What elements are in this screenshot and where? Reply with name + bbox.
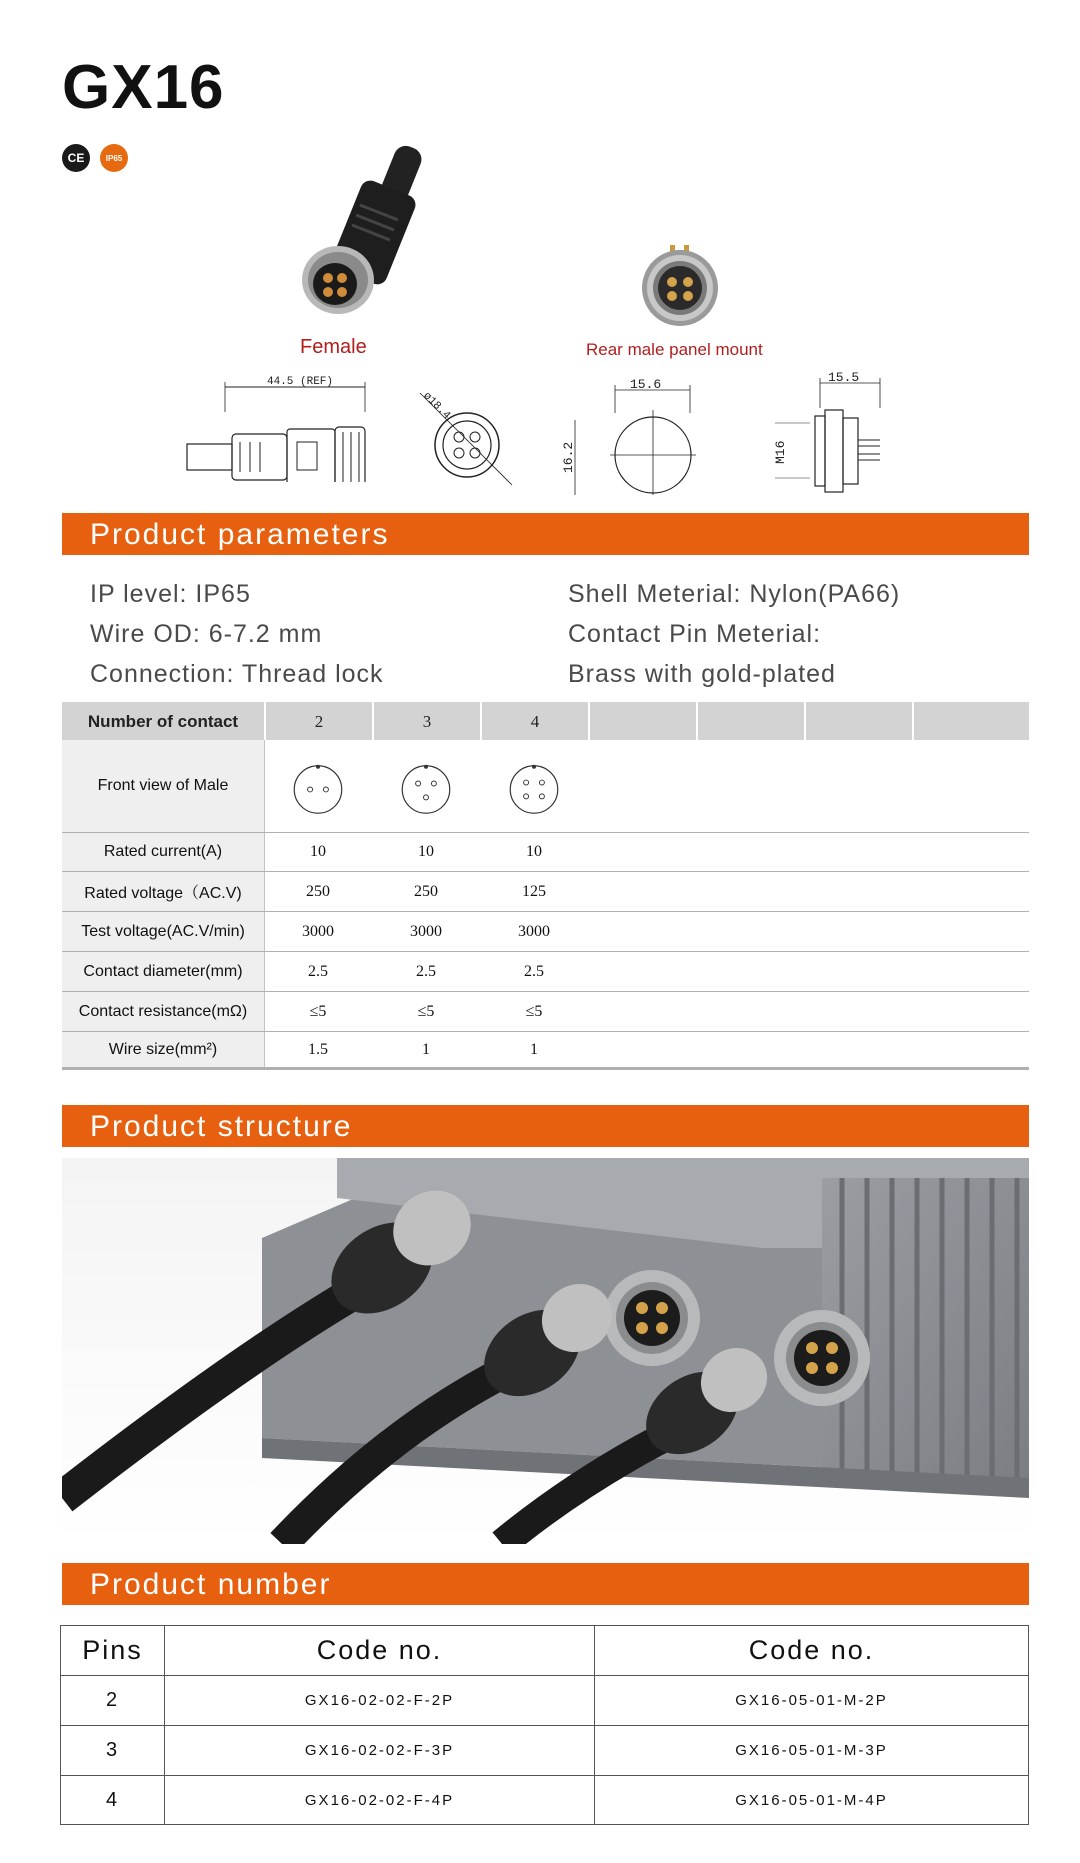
female-side-drawing: [185, 372, 370, 482]
cell-code-female: GX16-02-02-F-2P: [165, 1676, 595, 1725]
header-number-of-contact: Number of contact: [62, 702, 264, 740]
cell-value: 2.5: [416, 962, 436, 980]
male-4pin-front-icon: [480, 740, 588, 832]
ip65-badge-icon: IP65: [100, 144, 128, 172]
table-row: [62, 992, 1029, 1032]
table-row: [62, 912, 1029, 952]
cell-value: 1: [530, 1040, 538, 1058]
cell-code-female: GX16-02-02-F-3P: [165, 1726, 595, 1775]
cell-value: 250: [414, 882, 438, 900]
cell-pins: 3: [61, 1726, 165, 1775]
female-connector-image: [290, 140, 440, 330]
table-row: [61, 1726, 1028, 1776]
male-panel-mount-image: [630, 240, 730, 330]
section-header-structure: Product structure: [62, 1105, 1029, 1147]
header-contact-4: 4: [482, 702, 588, 740]
param-connection: Connection: Thread lock: [90, 660, 384, 688]
spec-table-header: [62, 702, 1029, 740]
cell-value: 3000: [518, 922, 550, 940]
cell-value: 3000: [302, 922, 334, 940]
header-code-male: Code no.: [748, 1635, 875, 1665]
cell-value: 10: [418, 843, 434, 860]
cell-value: 1: [422, 1040, 430, 1058]
cell-value: ≤5: [309, 1002, 327, 1020]
cell-value: 2.5: [524, 962, 544, 980]
side-width-label: 15.5: [828, 370, 860, 385]
header-contact-3: 3: [374, 702, 480, 740]
male-side-drawing: [770, 368, 900, 498]
table-row: [61, 1776, 1028, 1824]
cell-code-female: GX16-02-02-F-4P: [165, 1776, 595, 1824]
cell-value: ≤5: [525, 1002, 543, 1020]
cell-value: 1.5: [308, 1040, 328, 1058]
cell-code-male: GX16-05-01-M-4P: [735, 1791, 888, 1809]
thread-label: M16: [773, 440, 788, 464]
female-face-drawing: [412, 385, 522, 490]
product-number-table: [60, 1625, 1029, 1825]
diameter-dimension-label: ø18.4: [420, 390, 453, 423]
section-header-product-number: Product number: [62, 1563, 1029, 1605]
header-empty-cell: [590, 702, 696, 740]
table-row: [61, 1676, 1028, 1726]
cell-code-male: GX16-05-01-M-2P: [735, 1692, 888, 1709]
male-2pin-front-icon: [264, 740, 372, 832]
header-contact-2: 2: [266, 702, 372, 740]
header-code-female: Code no.: [165, 1626, 595, 1675]
cell-value: 125: [522, 882, 546, 900]
cell-value: 3000: [410, 922, 442, 940]
table-row: [62, 952, 1029, 992]
section-header-parameters: Product parameters: [62, 513, 1029, 555]
row-label: Contact diameter(mm): [62, 952, 264, 991]
param-contact-pin-material: Contact Pin Meterial:: [568, 620, 822, 648]
cell-value: 10: [310, 843, 326, 860]
cell-value: ≤5: [417, 1002, 435, 1020]
header-pins: Pins: [61, 1626, 165, 1675]
cell-pins: 2: [61, 1676, 165, 1725]
cell-value: 10: [526, 843, 542, 860]
row-label: Front view of Male: [62, 740, 264, 832]
table-header-row: [61, 1626, 1028, 1676]
header-empty-cell: [806, 702, 912, 740]
row-label: Wire size(mm²): [62, 1032, 264, 1067]
param-contact-pin-value: Brass with gold-plated: [568, 660, 836, 688]
male-3pin-front-icon: [372, 740, 480, 832]
param-wire-od: Wire OD: 6-7.2 mm: [90, 620, 323, 648]
param-shell-material: Shell Meterial: Nylon(PA66): [568, 580, 901, 608]
face-height-label: 16.2: [561, 441, 576, 473]
cell-value: 250: [306, 882, 330, 900]
row-label: Test voltage(AC.V/min): [62, 912, 264, 951]
row-label: Contact resistance(mΩ): [62, 992, 264, 1031]
table-row: [62, 1032, 1029, 1070]
ce-mark-icon: CE: [62, 144, 90, 172]
cell-code-male: GX16-05-01-M-3P: [735, 1742, 888, 1759]
cell-pins: 4: [61, 1776, 165, 1824]
female-caption: Female: [300, 336, 367, 358]
product-structure-photo: [62, 1158, 1029, 1544]
cell-value: 2.5: [308, 962, 328, 980]
male-caption: Rear male panel mount: [586, 340, 763, 359]
header-empty-cell: [698, 702, 804, 740]
row-label: Rated current(A): [62, 833, 264, 871]
table-row: [62, 872, 1029, 912]
param-ip-level: IP level: IP65: [90, 580, 251, 608]
header-empty-cell: [914, 702, 1029, 740]
male-face-drawing: [560, 375, 700, 495]
row-label: Rated voltage（AC.V): [62, 872, 264, 911]
page-title: GX16: [62, 53, 225, 122]
table-row: [62, 833, 1029, 872]
face-width-label: 15.6: [630, 377, 662, 392]
table-row: [62, 740, 1029, 833]
length-dimension-label: 44.5 (REF): [267, 376, 334, 388]
